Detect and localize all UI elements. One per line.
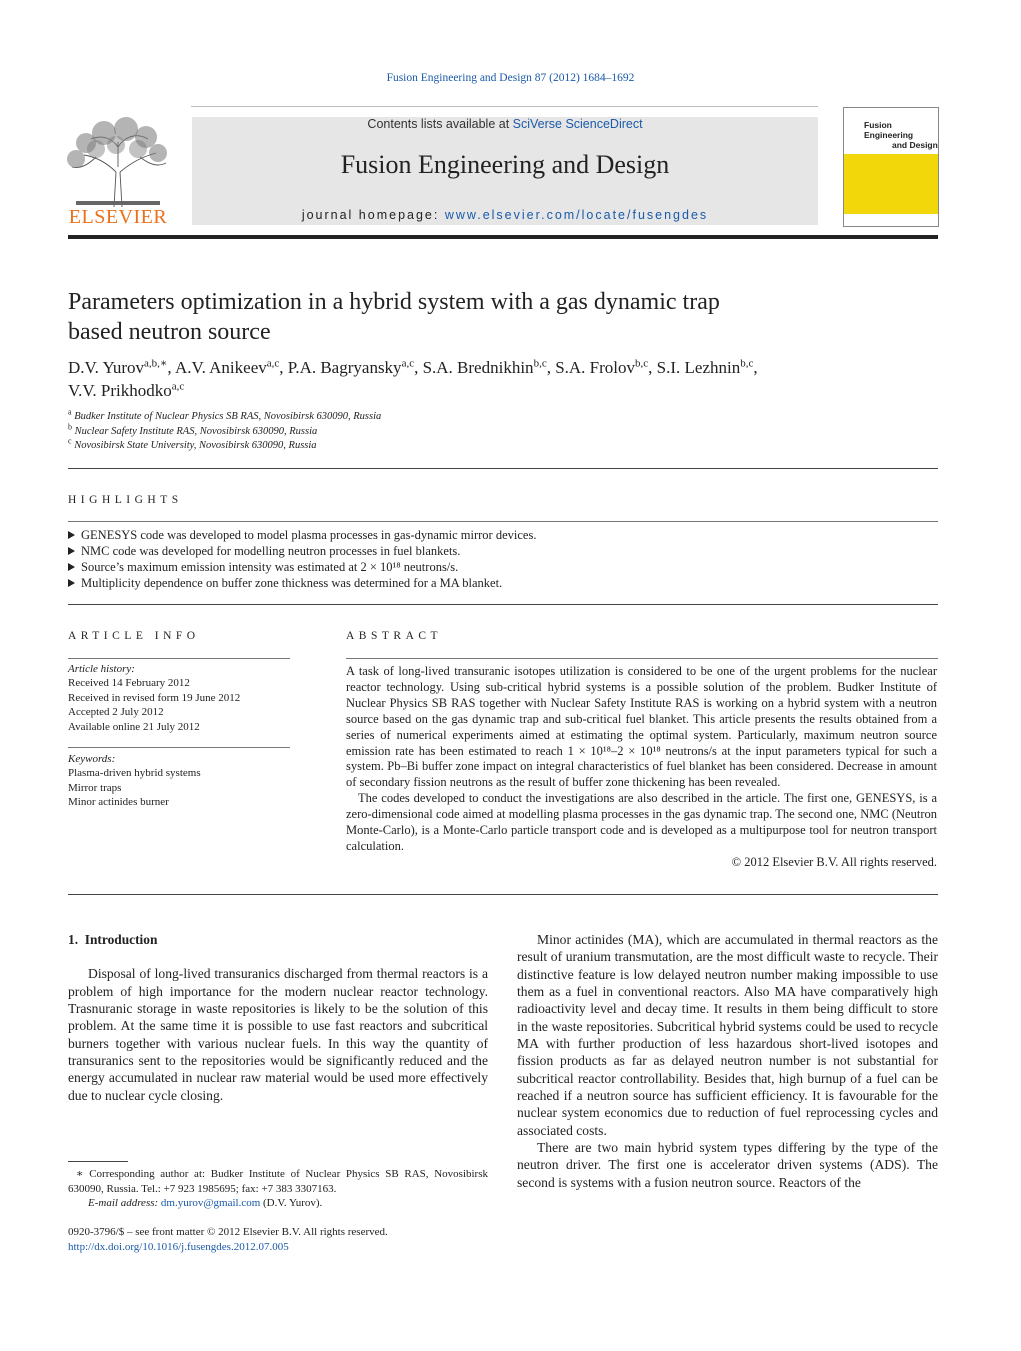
contents-prefix: Contents lists available at xyxy=(367,117,513,131)
keywords xyxy=(68,752,290,810)
history-item: Accepted 2 July 2012 xyxy=(68,706,164,719)
body-paragraph: There are two main hybrid system types differing by the type of the neutron driver. The first one is accelerator driven systems (ADS). The second is systems with a fusion neutron source. Reactors of the xyxy=(517,1140,938,1190)
keywords-label: Keywords: xyxy=(68,753,116,765)
affiliation-text: Budker Institute of Nuclear Physics SB RAS, Novosibirsk 630090, Russia xyxy=(74,411,382,422)
author-name[interactable]: A.V. Anikeev xyxy=(174,358,267,377)
body-paragraph: Minor actinides (MA), which are accumulated in thermal reactors as the result of uranium transmutation, are the most difficult waste to recycle. Their distinctive feature is low delayed neutron number making impossible to use them as a fuel in conventional reactors. Also MA have comparatively high radioactivity level and decay time. It results in them being difficult to store in the waste repositories. Subcritical hybrid systems could be used to recycle MA with further production of less hazardous short-lived isotopes and fission products as far as delayed neutron number is not substantial for subcritical reactor controllability. Besides that, high burnup of a fuel can be reached if a neutron source has sufficient efficiency. It is favourable for the nuclear system economics due to reduction of fuel reprocessing cycles and associated costs. xyxy=(517,932,938,1138)
body-paragraph: Disposal of long-lived transuranics discharged from thermal reactors is a problem of high importance for the modern nuclear reactor technology. Trasnuranic storage in waste repositories is likely to be the solution of this problem. At the same time it is possible to use fast reactors and subcritical burners together with various nuclear fuels. In this way the quantity of transuranics sent to the repositories would be significantly reduced and the energy accumulated in nuclear raw material would be used more effectively due to nuclear cycle closing. xyxy=(68,966,488,1103)
affiliation-key: b xyxy=(68,422,72,432)
email-line xyxy=(68,1196,488,1211)
author-affil-sup[interactable]: b,c xyxy=(635,357,649,370)
author-name[interactable]: S.A. Brednikhin xyxy=(422,358,534,377)
corresponding-footnote xyxy=(68,1167,488,1211)
highlights-heading: HIGHLIGHTS xyxy=(68,494,183,506)
author-list: D.V. Yurov$^{a,b,∗}$, A.V. Anikeev$^{a,c}$, P.A. Bagryansky$^{a,c}$, S.A. Brednikhin$^{b,c}$, S.A. Frolov$^{b,c}$, S.I. Lezhnin$^{b,c}$, V.V. Prikhodko$^{a,c}$ xyxy=(68,357,758,400)
body-left-column xyxy=(68,931,488,1104)
affiliation-text: Novosibirsk State University, Novosibirsk 630090, Russia xyxy=(74,440,317,452)
highlight-item xyxy=(68,543,938,559)
journal-banner xyxy=(192,117,818,225)
cover-title xyxy=(864,120,938,150)
corresponding-mark: ∗ xyxy=(76,1168,84,1180)
email-link[interactable]: dm.yurov@gmail.com xyxy=(160,1197,261,1209)
doi-link[interactable]: http://dx.doi.org/10.1016/j.fusengdes.2012.07.005 xyxy=(68,1240,289,1253)
affiliation-key: a xyxy=(68,407,72,417)
article-title xyxy=(68,287,938,347)
journal-homepage xyxy=(192,208,818,222)
triangle-bullet-icon xyxy=(68,547,75,555)
homepage-prefix: journal homepage: xyxy=(301,208,445,222)
article-info-rule xyxy=(68,658,290,659)
history-item: Received 14 February 2012 xyxy=(68,677,190,690)
section-rule xyxy=(68,468,938,469)
contents-line xyxy=(192,117,818,131)
journal-citation[interactable]: Fusion Engineering and Design 87 (2012) 1684–1692 xyxy=(386,72,635,84)
affiliation xyxy=(68,436,938,454)
header-rule xyxy=(191,106,818,107)
corresponding-text: Corresponding author at: Budker Institute of Nuclear Physics SB RAS, Novosibirsk 630090, Russia. Tel.: +7 923 1985695; fax: +7 383 3307163. xyxy=(68,1168,489,1195)
elsevier-wordmark: ELSEVIER xyxy=(68,206,168,228)
highlights-rule xyxy=(68,521,938,522)
keyword: Minor actinides burner xyxy=(68,796,169,809)
author-affil-sup[interactable]: b,c xyxy=(740,357,754,370)
history-item: Received in revised form 19 June 2012 xyxy=(68,691,241,704)
highlight-text: GENESYS code was developed to model plasma processes in gas-dynamic mirror devices. xyxy=(81,528,537,542)
front-matter xyxy=(68,1225,568,1254)
keyword: Mirror traps xyxy=(68,781,122,794)
article-info-heading: ARTICLE INFO xyxy=(68,630,200,642)
highlight-text: Multiplicity dependence on buffer zone thickness was determined for a MA blanket. xyxy=(81,576,503,590)
author-affil-sup[interactable]: a,c xyxy=(171,380,185,393)
author-affil-sup[interactable]: a,c xyxy=(266,357,280,370)
homepage-link[interactable]: www.elsevier.com/locate/fusengdes xyxy=(444,208,709,222)
affiliation-key: c xyxy=(68,436,72,446)
abstract-body xyxy=(346,664,937,871)
journal-title: Fusion Engineering and Design xyxy=(340,150,670,179)
abstract-heading: ABSTRACT xyxy=(346,630,443,642)
history-label: Article history: xyxy=(68,663,135,675)
author-affil-sup[interactable]: b,c xyxy=(533,357,547,370)
triangle-bullet-icon xyxy=(68,531,75,539)
abstract-paragraph: The codes developed to conduct the investigations are also described in the article. The first one, GENESYS, is a zero-dimensional code aimed at modelling plasma processes in the gas dynamic trap. The second one, NMC (Neutron Monte-Carlo), is a Monte-Carlo particle transport code and is developed as a multipurpose tool for neutron transport calculation. xyxy=(346,791,937,853)
affiliations xyxy=(68,407,938,454)
section-title: Introduction xyxy=(84,932,158,947)
article-info xyxy=(68,662,290,734)
body-right-column xyxy=(517,931,938,1191)
keywords-rule xyxy=(68,747,290,748)
keyword: Plasma-driven hybrid systems xyxy=(68,767,201,780)
history-item: Available online 21 July 2012 xyxy=(68,720,200,733)
section-rule xyxy=(68,894,938,895)
highlights-list xyxy=(68,527,938,591)
affiliation-text: Nuclear Safety Institute RAS, Novosibirsk 630090, Russia xyxy=(74,425,318,437)
author-affil-sup[interactable]: a,c xyxy=(401,357,415,370)
highlight-text: Source’s maximum emission intensity was estimated at 2 × 10¹⁸ neutrons/s. xyxy=(81,560,459,574)
email-label: E-mail address: xyxy=(88,1197,159,1209)
section-number: 1. xyxy=(68,932,79,947)
footnote-rule xyxy=(68,1161,128,1162)
cover-title-line1: Fusion Engineering xyxy=(864,120,914,140)
section-heading xyxy=(68,931,488,948)
author-name[interactable]: S.I. Lezhnin xyxy=(656,358,741,377)
highlight-item xyxy=(68,575,938,591)
author-name[interactable]: V.V. Prikhodko xyxy=(68,381,172,400)
journal-cover-thumbnail[interactable] xyxy=(843,107,939,227)
affiliation xyxy=(68,407,938,425)
email-suffix: (D.V. Yurov). xyxy=(260,1197,323,1209)
cover-yellow-panel xyxy=(844,154,938,214)
abstract-rule xyxy=(346,658,938,659)
affiliation xyxy=(68,422,938,440)
article-title-line2: based neutron source xyxy=(68,319,271,345)
section-rule xyxy=(68,604,938,605)
author-name[interactable]: P.A. Bagryansky xyxy=(287,358,402,377)
abstract-copyright: © 2012 Elsevier B.V. All rights reserved. xyxy=(731,854,937,869)
author-affil-sup[interactable]: a,b,∗ xyxy=(144,357,168,370)
triangle-bullet-icon xyxy=(68,563,75,571)
sciverse-link[interactable]: SciVerse ScienceDirect xyxy=(512,117,643,131)
author-name[interactable]: D.V. Yurov xyxy=(68,358,145,377)
header-thick-rule xyxy=(68,235,938,239)
issn-line: 0920-3796/$ – see front matter © 2012 Elsevier B.V. All rights reserved. xyxy=(68,1226,388,1238)
author-name[interactable]: S.A. Frolov xyxy=(555,358,636,377)
highlight-item xyxy=(68,527,938,543)
highlight-text: NMC code was developed for modelling neutron processes in fuel blankets. xyxy=(81,544,461,558)
highlight-item xyxy=(68,559,938,575)
cover-title-line2: and Design xyxy=(892,140,938,150)
triangle-bullet-icon xyxy=(68,579,75,587)
article-title-line1: Parameters optimization in a hybrid system with a gas dynamic trap xyxy=(68,289,720,315)
abstract-paragraph: A task of long-lived transuranic isotopes utilization is considered to be one of the urgent problems for the nuclear reactor technology. Using sub-critical hybrid systems is a possible solution of the problem. Budker Institute of Nuclear Physics SB RAS together with Nuclear Safety Institute RAS is working on a hybrid system with a neutron source based on the gas dynamic trap and sub-critical fuel blanket. This article presents the results obtained from a series of numerical experiments aimed at estimating the optimal system. Particularly, maximum neutron source emission rate has been estimated to reach 1 × 10¹⁸–2 × 10¹⁸ neutrons/s at the input parameters typical for such a system. Pb–Bi buffer zone impact on integral characteristics of fuel blanket has been considered. Decrease in amount of secondary fission neutrons as the result of buffer zone thickening has been revealed. xyxy=(346,664,937,790)
